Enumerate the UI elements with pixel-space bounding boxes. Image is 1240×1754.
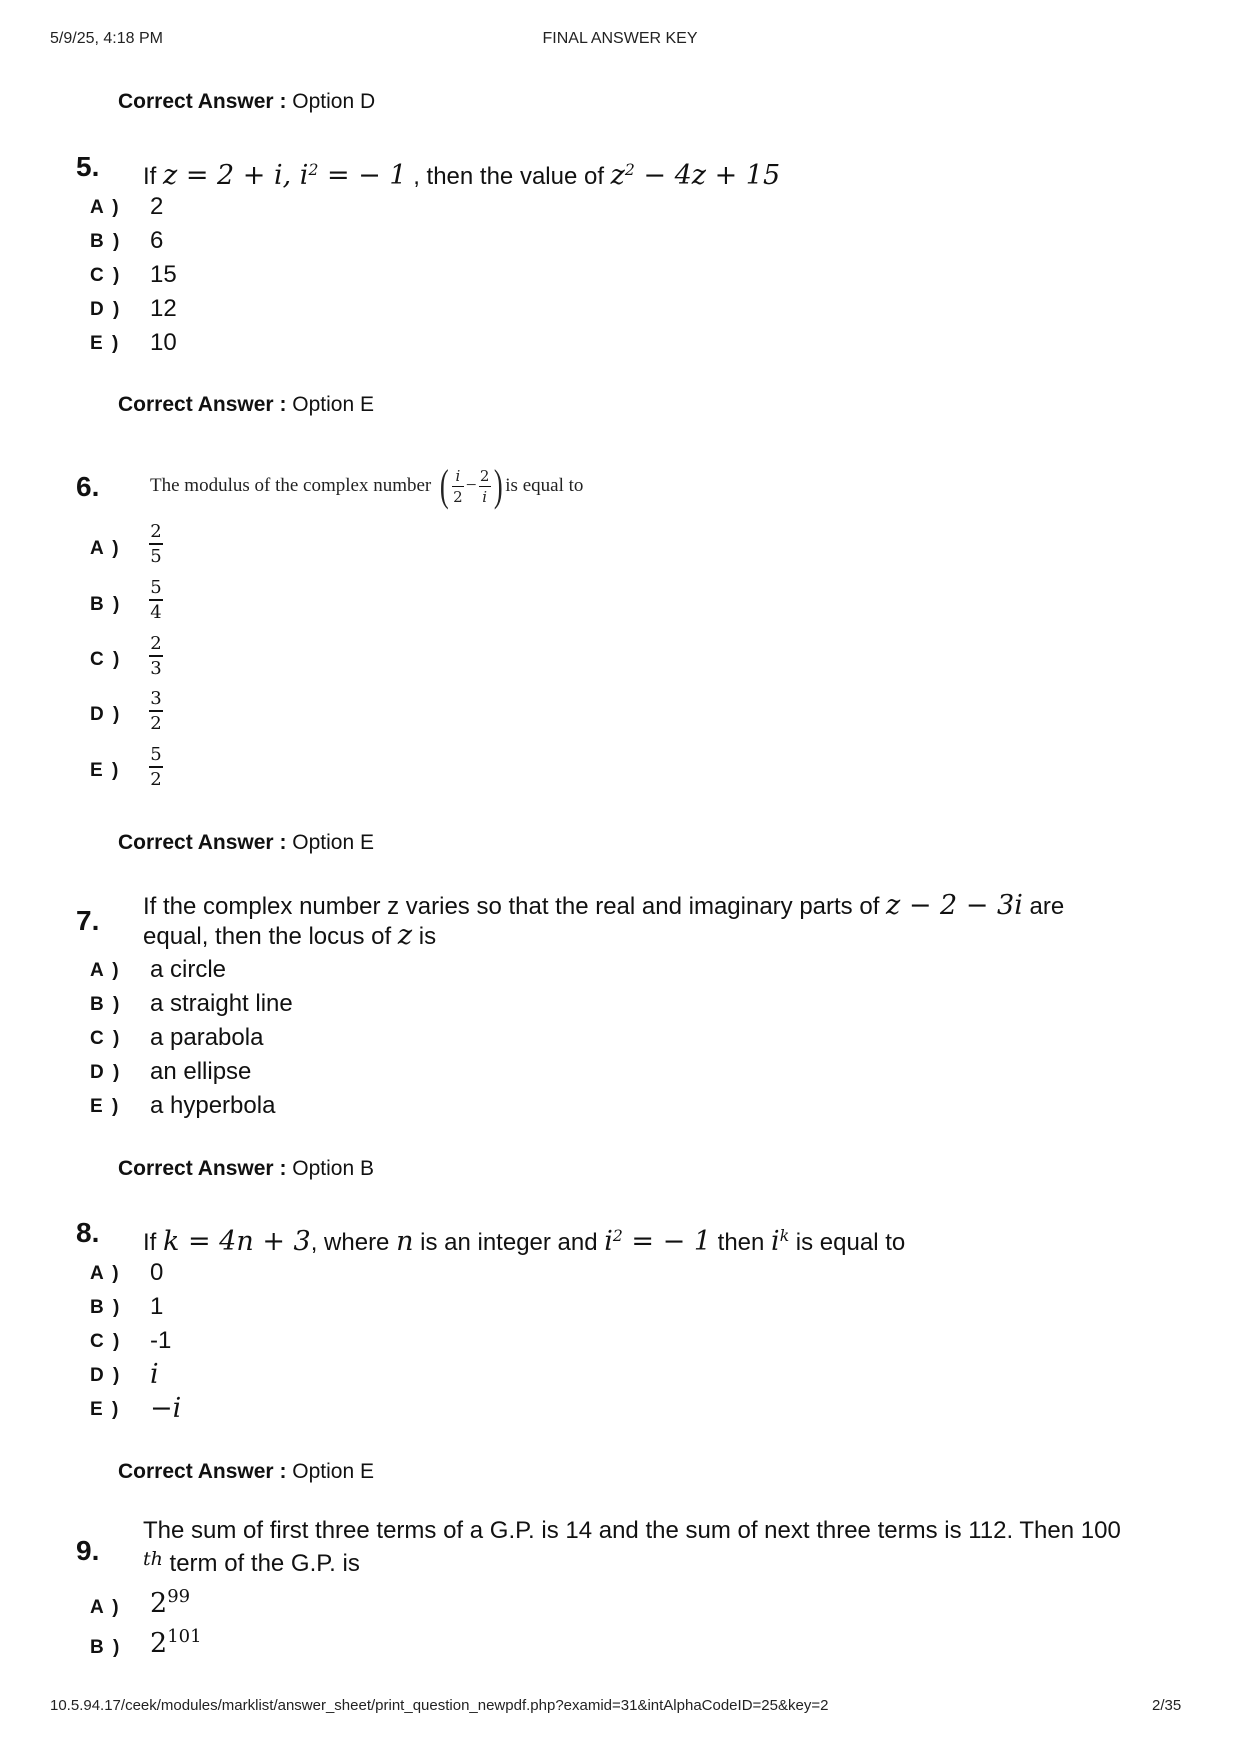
question-number: 6. [76,471,100,502]
answer-value: Option E [292,831,374,854]
option-value: 12 [150,295,177,322]
option-letter: B ) [90,594,122,615]
answer-label: Correct Answer : [118,1157,287,1180]
option-letter: E ) [90,1096,121,1117]
option-letter: D ) [90,1062,122,1083]
option-letter: B ) [90,994,122,1015]
option-letter: C ) [90,649,122,670]
option-value: 0 [150,1259,164,1286]
option-letter: E ) [90,333,121,354]
option-value: a circle [150,956,227,983]
option-letter: E ) [90,1399,121,1420]
question-number: 8. [76,1217,100,1248]
option-value: 1 [150,1293,164,1320]
option-letter: E ) [90,760,121,781]
option-letter: D ) [90,704,122,725]
option-value: 15 [150,261,177,288]
option-letter: C ) [90,265,122,286]
option-letter: C ) [90,1028,122,1049]
question-number: 5. [76,151,100,182]
question-number: 9. [76,1535,100,1566]
option-fraction: 5 2 [150,744,162,790]
option-value: a parabola [150,1024,264,1051]
header-datetime: 5/9/25, 4:18 PM [50,30,163,47]
answer-value: Option E [292,393,374,416]
option-letter: A ) [90,960,121,981]
option-value: an ellipse [150,1058,252,1085]
question-number: 7. [76,905,100,936]
option-value: 2 [150,193,164,220]
fraction: $\frac{2}{i}$ [479,466,490,506]
option-value: −i [150,1393,182,1424]
option-letter: A ) [90,1263,121,1284]
option-value: 10 [150,329,177,356]
option-value: i [150,1359,159,1390]
option-letter: A ) [90,1597,121,1618]
option-value: a straight line [150,990,293,1017]
question-text: If the complex number z varies so that the real and imaginary parts of z − 2 − 3i are equal, then the locus of z is [143,890,1065,951]
option-letter: A ) [90,538,121,559]
option-letter: A ) [90,197,121,218]
question-text: The modulus of the complex number ( $\frac{i}{2}$ − $\frac{2}{i}$ ) is equal to [150,461,584,510]
answer-value: Option D [292,90,376,113]
option-value: $2^{99}$ [150,1586,191,1619]
option-letter: D ) [90,299,122,320]
option-value: $2^{101}$ [150,1626,202,1659]
option-letter: B ) [90,1297,122,1318]
question-text: The sum of first three terms of a G.P. is 14 and the sum of next three terms is 112. Then 100 $^{th}$ term of the G.P. is [143,1517,1121,1577]
option-letter: B ) [90,231,122,252]
correct-answer [118,831,374,855]
option-fraction: 2 5 [150,521,162,567]
option-value: -1 [150,1327,172,1354]
option-value: a hyperbola [150,1092,276,1119]
option-fraction: 2 3 [150,633,162,679]
fraction: $\frac{i}{2}$ [453,466,463,506]
answer-value: Option B [292,1157,374,1180]
footer-url: 10.5.94.17/ceek/modules/marklist/answer_sheet/print_question_newpdf.php?examid=31&intAlphaCodeID=25&key=2 [50,1697,829,1714]
option-letter: D ) [90,1365,122,1386]
answer-value: Option E [292,1460,374,1483]
option-letter: C ) [90,1331,122,1352]
option-fraction: 5 4 [150,577,162,623]
option-fraction: 3 2 [150,688,162,734]
answer-label: Correct Answer : [118,831,287,854]
answer-label: Correct Answer : [118,90,287,113]
correct-answer [118,393,374,417]
correct-answer [118,1460,374,1484]
option-letter: B ) [90,1637,122,1658]
previous-correct-answer [118,90,375,114]
question-text: If z = 2 + i, $i^2$ = − 1 , then the value of $z^2 - 4z + 15$ [143,160,781,191]
header-title: FINAL ANSWER KEY [542,30,698,47]
correct-answer [118,1157,374,1181]
answer-label: Correct Answer : [118,393,287,416]
answer-label: Correct Answer : [118,1460,287,1483]
question-text: If k = 4n + 3, where n is an integer and $i^2$ = − 1 then $i^k$ is equal to [143,1226,906,1257]
option-value: 6 [150,227,164,254]
page-number: 2/35 [1152,1697,1182,1714]
